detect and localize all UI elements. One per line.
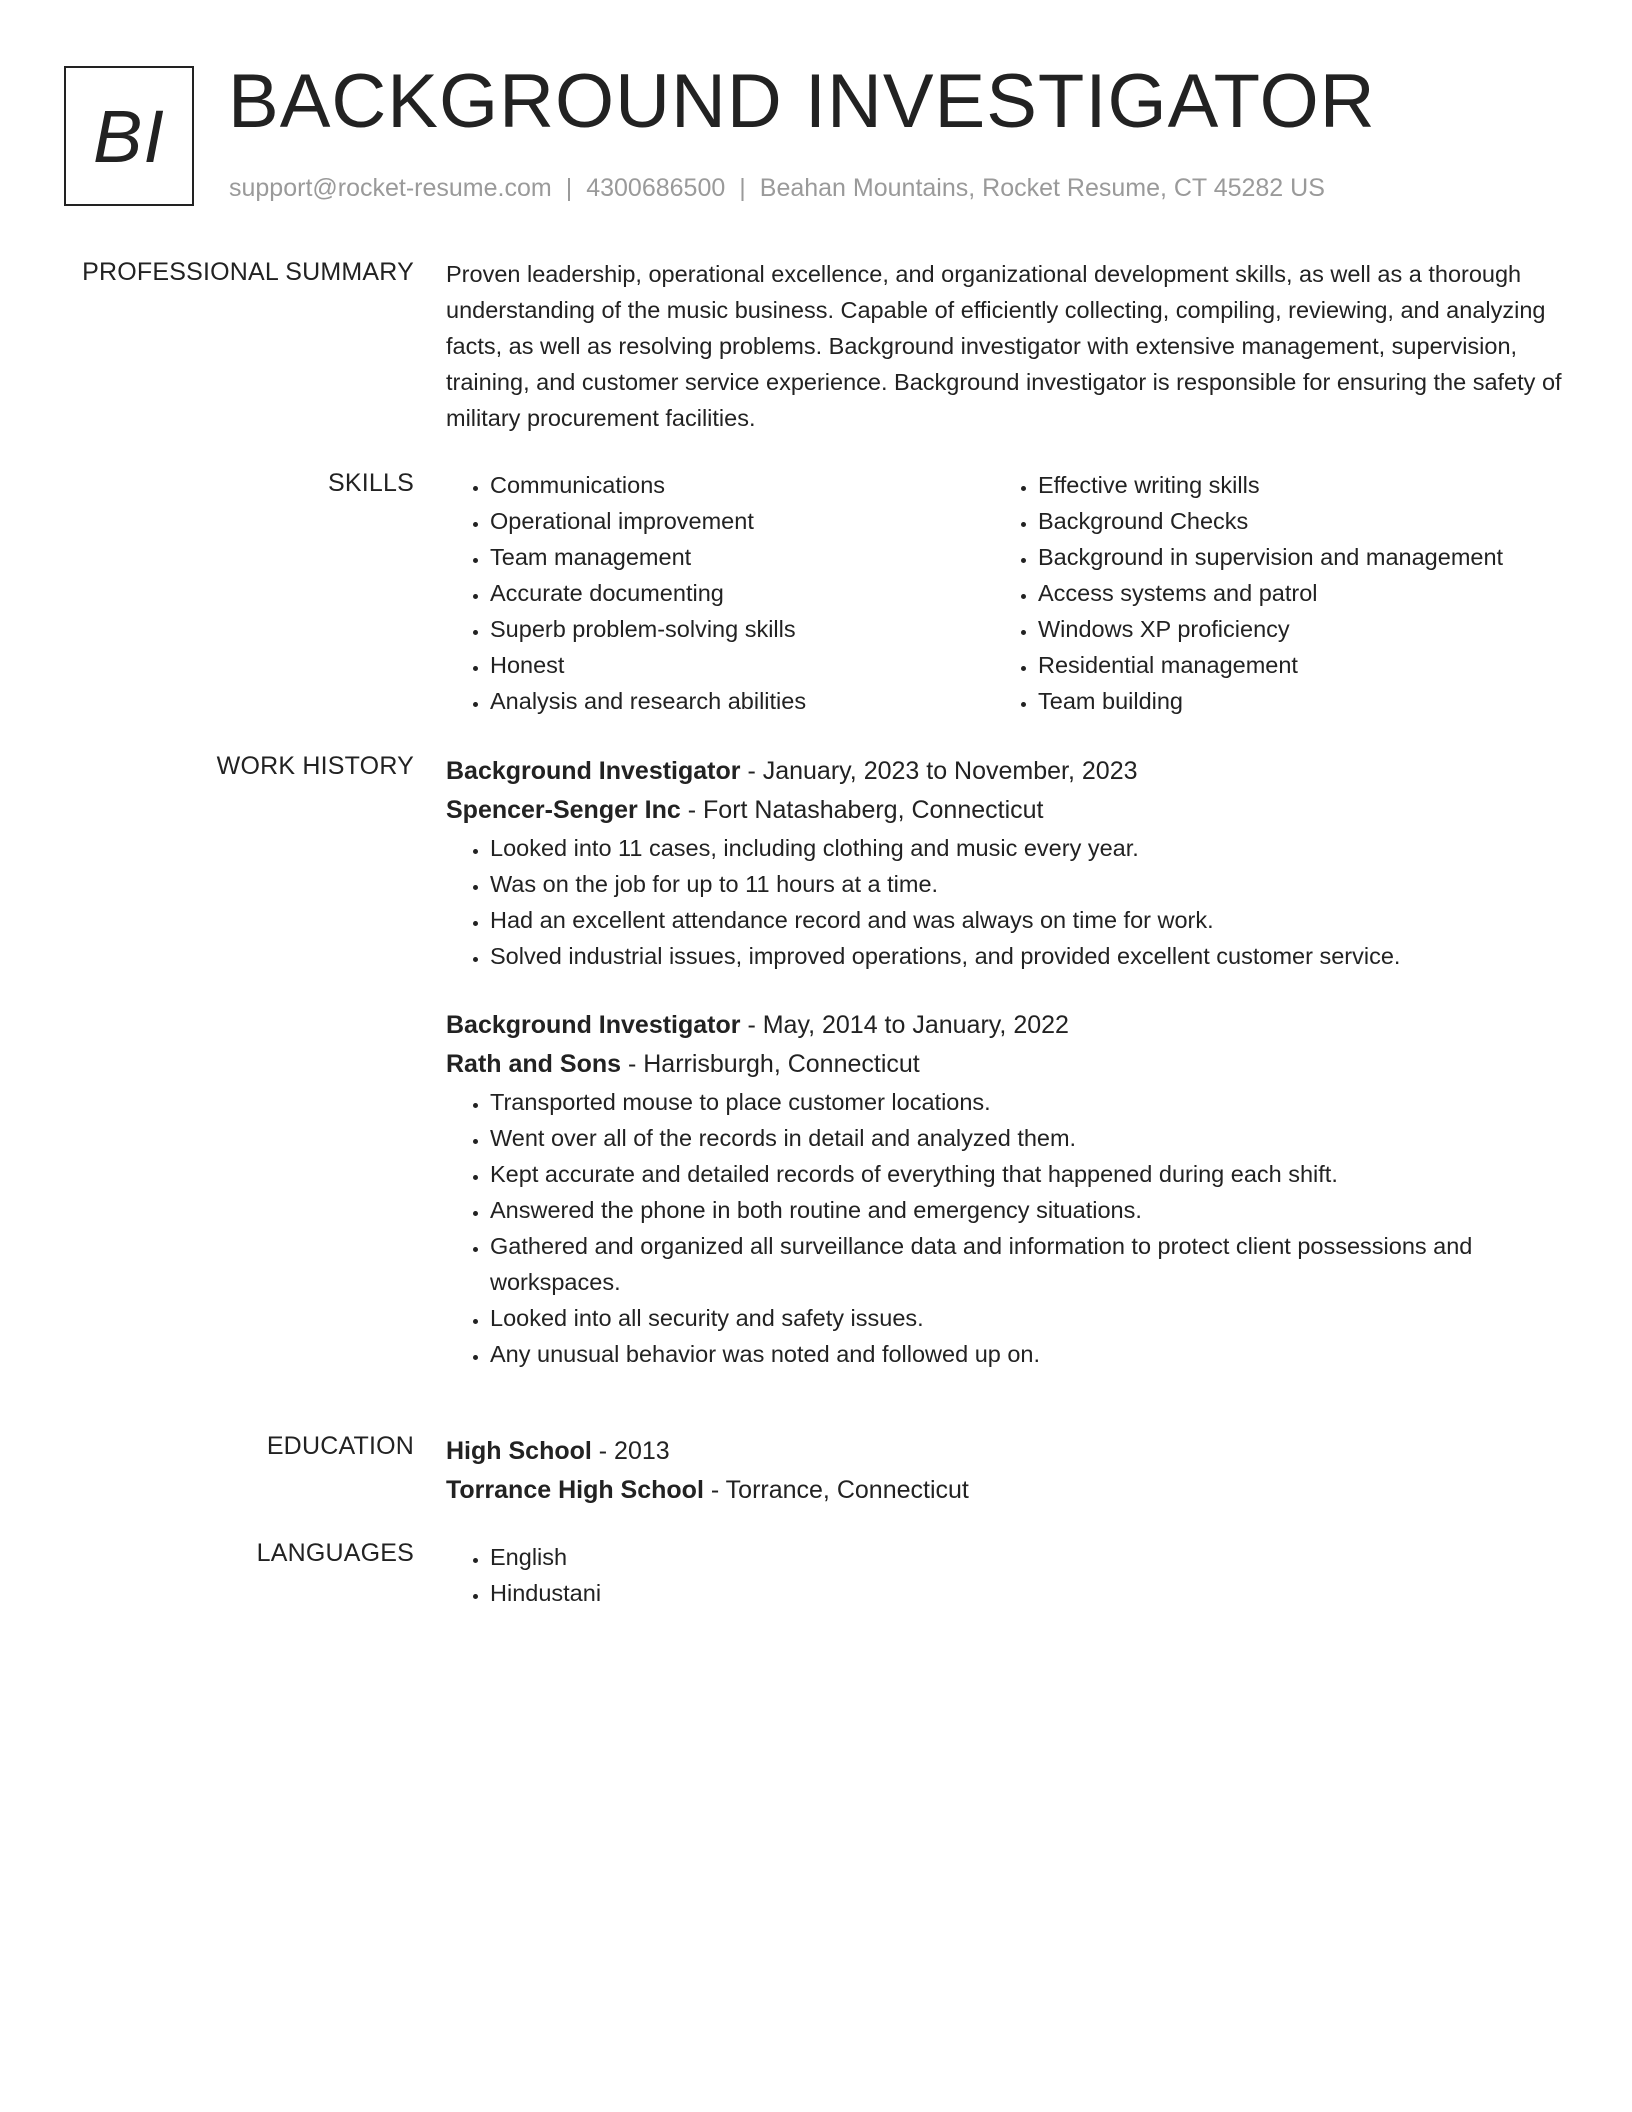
section-label-work-history: WORK HISTORY (216, 752, 414, 780)
languages-list (446, 1539, 1566, 1611)
job-location: - Harrisburgh, Connecticut (621, 1050, 920, 1078)
skill-item: • Superb problem-solving skills (490, 611, 994, 647)
job-duty-item: • Answered the phone in both routine and emergency situations. (490, 1192, 1566, 1228)
section-label-education: EDUCATION (266, 1432, 414, 1460)
job-duty-item: • Kept accurate and detailed records of everything that happened during each shift. (490, 1156, 1566, 1192)
section-label-skills: SKILLS (328, 469, 414, 497)
education-body (446, 1432, 1566, 1510)
contact-phone: 4300686500 (586, 174, 726, 202)
job-dates: - May, 2014 to January, 2022 (740, 1011, 1069, 1039)
skill-item: • Operational improvement (490, 503, 994, 539)
skill-item: • Windows XP proficiency (1038, 611, 1542, 647)
skill-item: • Background in supervision and management (1038, 539, 1542, 575)
language-item: • English (490, 1539, 1566, 1575)
education-school-line (446, 1470, 1566, 1510)
job-duties-list (446, 830, 1566, 974)
job-duty-item: • Looked into all security and safety issues. (490, 1300, 1566, 1336)
education-degree: High School (446, 1437, 592, 1465)
job-title: Background Investigator (446, 1011, 741, 1039)
contact-address: Beahan Mountains, Rocket Resume, CT 45282 US (759, 174, 1325, 202)
language-item: • Hindustani (490, 1575, 1566, 1611)
candidate-name: BACKGROUND INVESTIGATOR (228, 59, 1376, 144)
job-title: Background Investigator (446, 757, 741, 785)
skill-item: • Team management (490, 539, 994, 575)
section-label-summary: PROFESSIONAL SUMMARY (82, 258, 414, 286)
section-label-languages: LANGUAGES (256, 1539, 414, 1567)
skill-item: • Residential management (1038, 647, 1542, 683)
job-company-line (446, 790, 1566, 830)
skill-item: • Honest (490, 647, 994, 683)
skills-list-right (994, 467, 1542, 719)
job-duties-list (446, 1084, 1566, 1372)
job-company: Spencer-Senger Inc (446, 796, 681, 824)
contact-separator: | (565, 174, 573, 202)
contact-email: support@rocket-resume.com (229, 174, 552, 202)
summary-text: Proven leadership, operational excellence, and organizational development skills, as well as a thorough understanding of the music business. Capable of efficiently collecting, compiling, reviewing, and analyzing facts, as well as resolving problems. Background investigator with extensive management, supervision, training, and customer service experience. Background investigator is responsible for ensuring the safety of military procurement facilities. (446, 261, 1562, 431)
skill-item: • Communications (490, 467, 994, 503)
contact-separator: | (739, 174, 746, 202)
job-duty-item: • Was on the job for up to 11 hours at a time. (490, 866, 1566, 902)
job-location: - Fort Natashaberg, Connecticut (680, 796, 1044, 824)
job-duty-item: • Had an excellent attendance record and was always on time for work. (490, 902, 1566, 938)
job-duty-item: • Any unusual behavior was noted and followed up on. (490, 1336, 1566, 1372)
skills-column-right (994, 467, 1542, 719)
job-company: Rath and Sons (446, 1050, 622, 1078)
education-degree-line (446, 1432, 1566, 1470)
job-duty-item: • Looked into 11 cases, including clothing and music every year. (490, 830, 1566, 866)
skills-list-left (446, 467, 994, 719)
skill-item: • Background Checks (1038, 503, 1542, 539)
skill-item: • Team building (1038, 683, 1542, 719)
job-title-line (446, 1006, 1566, 1044)
job-duty-item: • Solved industrial issues, improved operations, and provided excellent customer service. (490, 938, 1566, 974)
education-year: - 2013 (591, 1437, 670, 1465)
job-entry (446, 752, 1566, 974)
job-title-line (446, 752, 1566, 790)
job-duty-item: • Went over all of the records in detail and analyzed them. (490, 1120, 1566, 1156)
languages-body (446, 1539, 1566, 1611)
work-history-body (446, 752, 1566, 1372)
job-company-line (446, 1044, 1566, 1084)
monogram-logo: BI (64, 66, 194, 206)
education-school: Torrance High School (446, 1476, 704, 1504)
job-duty-item: • Gathered and organized all surveillance data and information to protect client possessions and workspaces. (490, 1228, 1566, 1300)
job-dates: - January, 2023 to November, 2023 (740, 757, 1138, 785)
contact-line (229, 174, 1325, 203)
skills-body (446, 467, 1566, 719)
education-location: - Torrance, Connecticut (703, 1476, 969, 1504)
job-entry (446, 1006, 1566, 1372)
skill-item: • Effective writing skills (1038, 467, 1542, 503)
resume-header (64, 59, 1564, 216)
skill-item: • Accurate documenting (490, 575, 994, 611)
skill-item: • Analysis and research abilities (490, 683, 994, 719)
skills-grid (446, 467, 1566, 719)
job-duty-item: • Transported mouse to place customer locations. (490, 1084, 1566, 1120)
skills-column-left (446, 467, 994, 719)
skill-item: • Access systems and patrol (1038, 575, 1542, 611)
